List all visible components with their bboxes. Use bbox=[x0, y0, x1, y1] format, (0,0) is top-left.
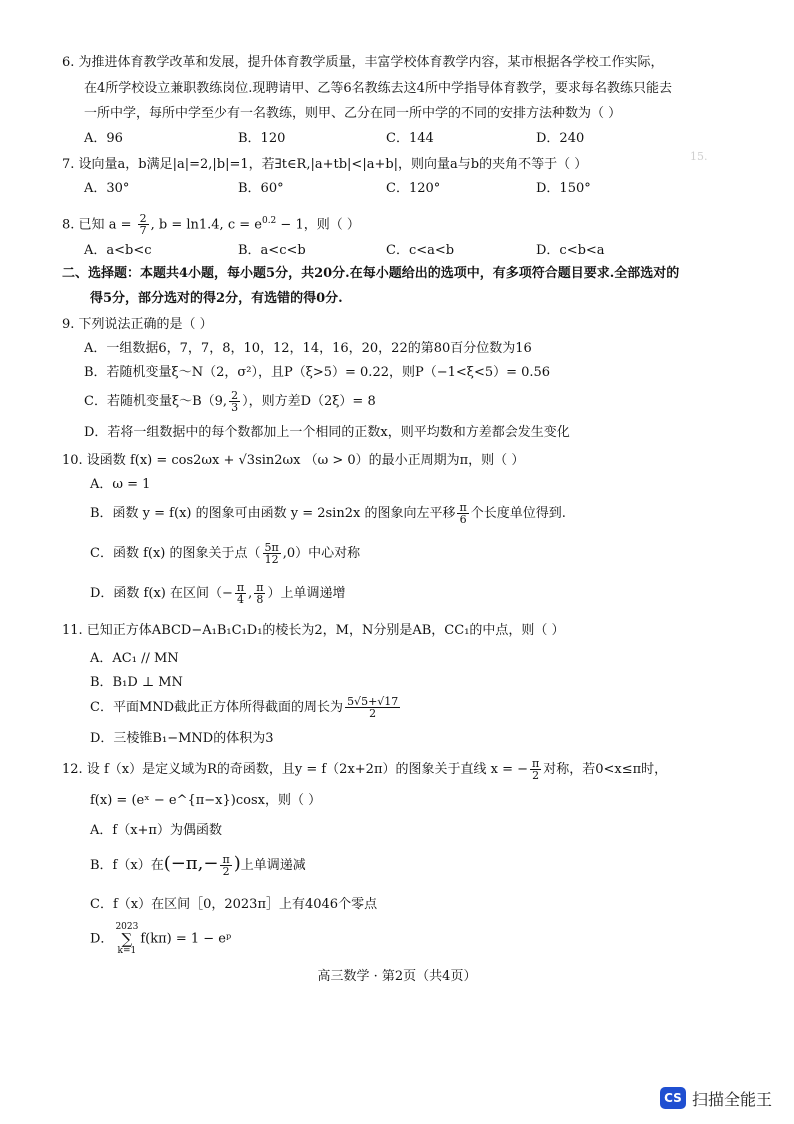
q10-b-fraction: $\frac{\pi}{6}$ bbox=[459, 501, 467, 526]
q10-d-fraction-2: $\frac{\pi}{8}$ bbox=[256, 581, 264, 606]
q12-b-fraction: $\frac{\pi}{2}$ bbox=[222, 853, 230, 878]
q6-line-1: 6. 为推进体育教学改革和发展，提升体育教学质量，丰富学校体育教学内容，某市根据各学校工作实际， bbox=[62, 55, 664, 70]
section-2-heading-line-2: 得5分，部分选对的得2分，有选错的得0分. bbox=[90, 291, 343, 306]
q8-a-eq: a = bbox=[108, 217, 132, 233]
q8-option-d: D．c<b<a bbox=[536, 243, 605, 258]
camscanner-badge-icon: CS bbox=[660, 1087, 686, 1109]
section-2-heading-line-1: 二、选择题：本题共4小题，每小题5分，共20分.在每小题给出的选项中，有多项符合题目要求.全部选对的 bbox=[62, 266, 680, 281]
q10-option-c: C．函数 f(x) 的图象关于点（ $\frac{5\pi}{12}$ ,0）中心对称 bbox=[90, 541, 361, 566]
bleed-through-mark: 15. bbox=[690, 150, 708, 163]
q8-option-c: C．c<a<b bbox=[386, 243, 455, 258]
q7-option-b: B．60° bbox=[238, 181, 284, 196]
q7-option-a: A．30° bbox=[84, 181, 130, 196]
q8-option-b: B．a<c<b bbox=[238, 243, 306, 258]
q7-line-1: 7. 设向量a，b满足|a|=2,|b|=1，若∃t∈R,|a+tb|<|a+b|，则向量a与b的夹角不等于（ ） bbox=[62, 157, 588, 172]
q11-option-d: D．三棱锥B₁−MND的体积为3 bbox=[90, 731, 274, 746]
q12-option-c: C．f（x）在区间［0，2023π］上有4046个零点 bbox=[90, 897, 378, 912]
q10-option-d: D．函数 f(x) 在区间（− $\frac{\pi}{4}$ , $\frac{\pi}{8}$ ）上单调递增 bbox=[90, 581, 346, 606]
q11-option-a: A．AC₁ // MN bbox=[90, 651, 179, 666]
q12-fraction: $\frac{\pi}{2}$ bbox=[532, 757, 540, 782]
q12-option-b: B．f（x）在(−π,− $\frac{\pi}{2}$ )上单调递减 bbox=[90, 853, 306, 878]
q10-line-1: 10. 设函数 f(x) = cos2ωx + √3sin2ωx （ω > 0）的最小正周期为π，则（ ） bbox=[62, 453, 525, 468]
q11-option-c: C．平面MND截此正方体所得截面的周长为 $\frac{5√5+√17}{2}$ bbox=[90, 695, 399, 720]
q10-option-a: A．ω = 1 bbox=[90, 477, 151, 492]
q12-line-2: f(x) = (eˣ − e^{π−x})cosx，则（ ） bbox=[90, 793, 322, 808]
q11-option-b: B．B₁D ⊥ MN bbox=[90, 675, 183, 690]
q8-line-1 bbox=[62, 212, 360, 236]
q6-option-b: B．120 bbox=[238, 131, 286, 146]
q9-option-b: B．若随机变量ξ～N（2，σ²），且P（ξ>5）= 0.22，则P（−1<ξ<5）= 0.56 bbox=[84, 365, 551, 380]
camscanner-logo bbox=[660, 1084, 772, 1112]
q7-option-d: D．150° bbox=[536, 181, 591, 196]
page-footer: 高三数学 · 第2页（共4页） bbox=[317, 969, 477, 984]
q12-option-a: A．f（x+π）为偶函数 bbox=[90, 823, 222, 838]
q12-line-1: 12. 设 f（x）是定义域为R的奇函数，且y = f（2x+2π）的图象关于直线 x = − $\frac{\pi}{2}$ 对称，若0<x≤π时， bbox=[62, 757, 668, 782]
q11-c-fraction: $\frac{5√5+√17}{2}$ bbox=[347, 695, 399, 720]
q9-line-1: 9. 下列说法正确的是（ ） bbox=[62, 317, 213, 332]
q6-option-d: D．240 bbox=[536, 131, 585, 146]
q6-option-c: C．144 bbox=[386, 131, 434, 146]
q8-tail: − 1，则（ ） bbox=[276, 217, 360, 233]
q8-option-a: A．a<b<c bbox=[84, 243, 152, 258]
q10-d-fraction-1: $\frac{\pi}{4}$ bbox=[236, 581, 245, 606]
q11-line-1: 11. 已知正方体ABCD−A₁B₁C₁D₁的棱长为2，M，N分别是AB，CC₁的中点，则（ ） bbox=[62, 623, 565, 638]
q12-summation: 2023 ∑ k=1 bbox=[115, 922, 139, 956]
q9-option-d: D．若将一组数据中的每个数都加上一个相同的正数x，则平均数和方差都会发生变化 bbox=[84, 425, 570, 440]
q9-option-a: A．一组数据6，7，7，8，10，12，14，16，20，22的第80百分位数为16 bbox=[84, 341, 532, 356]
q8-exponent: 0.2 bbox=[261, 216, 277, 226]
q6-option-a: A．96 bbox=[84, 131, 123, 146]
q6-line-3: 一所中学，每所中学至少有一名教练，则甲、乙分在同一所中学的不同的安排方法种数为（ ） bbox=[84, 106, 622, 121]
camscanner-logo-text: 扫描全能王 bbox=[692, 1089, 773, 1109]
q10-c-fraction: $\frac{5\pi}{12}$ bbox=[264, 541, 279, 566]
q12-option-d: D． 2023 ∑ k=1 f(kπ) = 1 − eᵖ bbox=[90, 922, 232, 956]
q7-option-c: C．120° bbox=[386, 181, 441, 196]
q8-rest: , b = ln1.4, c = e bbox=[150, 217, 262, 233]
q9-option-c: C．若随机变量ξ～B（9, $\frac{2}{3}$ ），则方差D（2ξ）= 8 bbox=[84, 389, 376, 414]
q6-line-2: 在4所学校设立兼职教练岗位.现聘请甲、乙等6名教练去这4所中学指导体育教学，要求每名教练只能去 bbox=[84, 81, 672, 96]
q9-c-fraction: $\frac{2}{3}$ bbox=[231, 389, 239, 414]
q8-prefix: 8. 已知 bbox=[62, 217, 105, 233]
q10-option-b: B．函数 y = f(x) 的图象可由函数 y = 2sin2x 的图象向左平移 $\frac{\pi}{6}$ 个长度单位得到. bbox=[90, 501, 566, 526]
q8-fraction: $\frac{2}{7}$ bbox=[139, 212, 147, 238]
